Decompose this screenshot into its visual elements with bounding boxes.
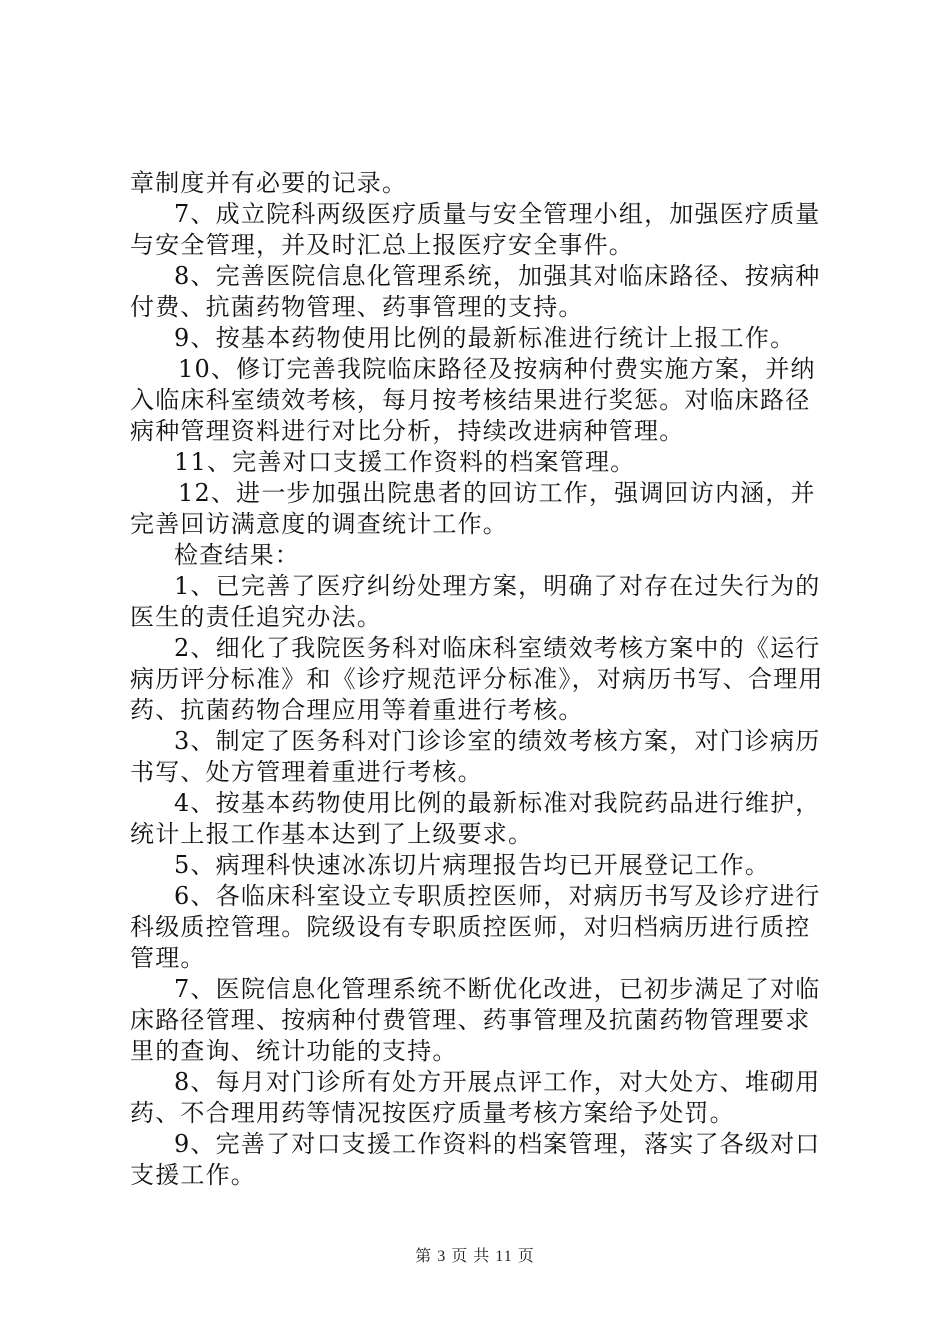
result-item-8: 8、每月对门诊所有处方开展点评工作，对大处方、堆砌用药、不合理用药等情况按医疗质量考核方案给予处罚。 — [130, 1068, 821, 1127]
result-item-5: 5、病理科快速冰冻切片病理报告均已开展登记工作。 — [174, 851, 771, 879]
result-item-2: 2、细化了我院医务科对临床科室绩效考核方案中的《运行病历评分标准》和《诊疗规范评分标准》，对病历书写、合理用药、抗菌药物合理应用等着重进行考核。 — [130, 634, 824, 724]
paragraph-item-12: 12、进一步加强出院患者的回访工作，强调回访内涵，并完善回访满意度的调查统计工作。 — [130, 479, 816, 538]
paragraph-continuation: 章制度并有必要的记录。 — [130, 169, 408, 197]
result-item-7: 7、医院信息化管理系统不断优化改进，已初步满足了对临床路径管理、按病种付费管理、药事管理及抗菌药物管理要求里的查询、统计功能的支持。 — [130, 975, 821, 1065]
paragraph-item-7: 7、成立院科两级医疗质量与安全管理小组，加强医疗质量与安全管理，并及时汇总上报医疗安全事件。 — [130, 200, 821, 259]
section-heading-results: 检查结果： — [174, 541, 300, 569]
result-item-9: 9、完善了对口支援工作资料的档案管理，落实了各级对口支援工作。 — [130, 1130, 821, 1189]
paragraph-item-10: 10、修订完善我院临床路径及按病种付费实施方案，并纳入临床科室绩效考核，每月按考核结果进行奖惩。对临床路径病种管理资料进行对比分析，持续改进病种管理。 — [130, 355, 816, 445]
page-footer: 第 3 页 共 11 页 — [415, 1248, 535, 1265]
result-item-6: 6、各临床科室设立专职质控医师，对病历书写及诊疗进行科级质控管理。院级设有专职质控医师，对归档病历进行质控管理。 — [130, 882, 821, 972]
result-item-3: 3、制定了医务科对门诊诊室的绩效考核方案，对门诊病历书写、处方管理着重进行考核。 — [130, 727, 821, 786]
paragraph-item-8: 8、完善医院信息化管理系统，加强其对临床路径、按病种付费、抗菌药物管理、药事管理的支持。 — [130, 262, 821, 321]
document-body — [130, 168, 834, 1191]
result-item-1: 1、已完善了医疗纠纷处理方案，明确了对存在过失行为的医生的责任追究办法。 — [130, 572, 821, 631]
paragraph-item-11: 11、完善对口支援工作资料的档案管理。 — [174, 448, 636, 476]
result-item-4: 4、按基本药物使用比例的最新标准对我院药品进行维护，统计上报工作基本达到了上级要求。 — [130, 789, 821, 848]
paragraph-item-9: 9、按基本药物使用比例的最新标准进行统计上报工作。 — [174, 324, 796, 352]
